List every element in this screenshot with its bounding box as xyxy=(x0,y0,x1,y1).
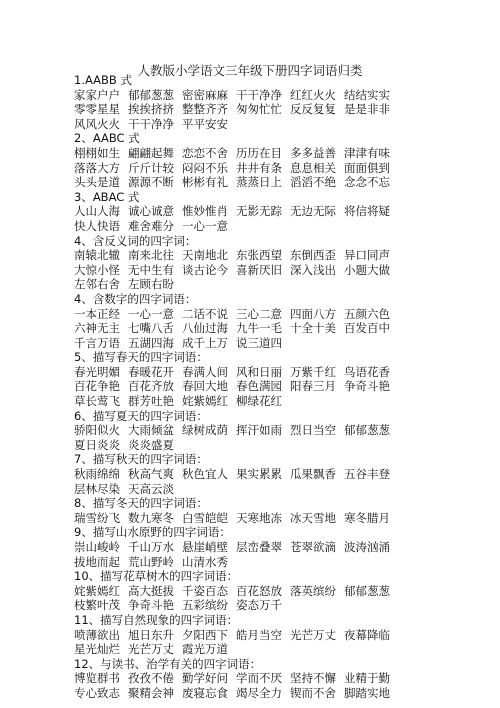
word-row xyxy=(74,277,494,292)
idiom: 星光灿烂 xyxy=(74,642,120,657)
idiom: 二话不说 xyxy=(182,306,228,321)
idiom: 山清水秀 xyxy=(182,554,228,569)
idiom: 一心一意 xyxy=(128,306,174,321)
word-row xyxy=(74,686,494,701)
idiom: 千姿百态 xyxy=(182,583,228,598)
word-row xyxy=(74,263,494,278)
idiom: 争奇斗艳 xyxy=(344,379,390,394)
idiom: 谈古论今 xyxy=(182,262,228,277)
idiom: 念念不忘 xyxy=(344,175,390,190)
idiom: 草长莺飞 xyxy=(74,394,120,409)
word-row xyxy=(74,423,494,438)
idiom: 枝繁叶茂 xyxy=(74,598,120,613)
idiom: 郁郁葱葱 xyxy=(344,583,390,598)
idiom: 脚踏实地 xyxy=(344,685,390,700)
word-row xyxy=(74,248,494,263)
idiom: 六神无主 xyxy=(74,321,120,336)
idiom: 荒山野岭 xyxy=(128,554,174,569)
idiom: 五谷丰登 xyxy=(344,467,390,482)
idiom: 大惊小怪 xyxy=(74,262,120,277)
idiom: 姹紫嫣红 xyxy=(182,394,228,409)
idiom: 匆匆忙忙 xyxy=(236,102,282,117)
idiom: 锲而不舍 xyxy=(290,685,336,700)
idiom: 柳绿花红 xyxy=(236,394,282,409)
idiom: 干干净净 xyxy=(236,87,282,102)
idiom: 层峦叠翠 xyxy=(236,540,282,554)
idiom: 五颜六色 xyxy=(344,306,390,321)
idiom: 说三道四 xyxy=(236,335,282,350)
idiom: 孜孜不倦 xyxy=(128,671,174,686)
section-heading: 1.AABB 式 xyxy=(74,73,132,87)
idiom: 春回大地 xyxy=(182,379,228,394)
idiom: 十全十美 xyxy=(290,321,336,336)
idiom: 惟妙惟肖 xyxy=(182,204,228,219)
idiom: 七嘴八舌 xyxy=(128,321,174,336)
idiom: 密密麻麻 xyxy=(182,87,228,102)
idiom: 南来北往 xyxy=(128,248,174,263)
idiom: 春暖花开 xyxy=(128,364,174,379)
word-row xyxy=(74,379,494,394)
section-heading: 3、ABAC 式 xyxy=(74,189,140,204)
section-heading: 4、含数字的四字词语： xyxy=(74,291,197,306)
idiom: 千山万水 xyxy=(128,540,174,554)
idiom: 人山人海 xyxy=(74,204,120,219)
idiom: 津津有味 xyxy=(344,145,390,160)
idiom: 废寝忘食 xyxy=(182,685,228,700)
idiom: 百花争艳 xyxy=(74,379,120,394)
idiom: 崇山峻岭 xyxy=(74,540,120,554)
idiom: 东张西望 xyxy=(236,248,282,263)
idiom: 恋恋不舍 xyxy=(182,145,228,160)
idiom: 头头是道 xyxy=(74,175,120,190)
idiom: 波涛汹涌 xyxy=(344,540,390,554)
idiom: 家家户户 xyxy=(74,87,120,102)
idiom: 白雪皑皑 xyxy=(182,510,228,525)
word-row xyxy=(74,321,494,336)
idiom: 是是非非 xyxy=(344,102,390,117)
idiom: 小题大做 xyxy=(344,262,390,277)
idiom: 郁郁葱葱 xyxy=(344,423,390,438)
idiom: 红红火火 xyxy=(290,87,336,102)
idiom: 秋高气爽 xyxy=(128,467,174,482)
section-heading: 9、描写山水原野的四字词语： xyxy=(74,525,231,540)
idiom: 天南地北 xyxy=(182,248,228,263)
word-row xyxy=(74,204,494,219)
word-row xyxy=(74,540,494,555)
word-row xyxy=(74,671,494,686)
idiom: 秋雨绵绵 xyxy=(74,467,120,482)
idiom: 将信将疑 xyxy=(344,204,390,219)
word-row xyxy=(74,467,494,482)
idiom: 落英缤纷 xyxy=(290,583,336,598)
idiom: 秋色宜人 xyxy=(182,467,228,482)
word-row xyxy=(74,584,494,599)
idiom: 果实累累 xyxy=(236,467,282,482)
section-heading: 4、含反义词的四字词： xyxy=(74,233,197,248)
idiom: 一本正经 xyxy=(74,306,120,321)
idiom: 坚持不懈 xyxy=(290,671,336,686)
section-heading: 11、描写自然现象的四字词语： xyxy=(74,612,239,627)
idiom: 百花怒放 xyxy=(236,583,282,598)
idiom: 瓜果飘香 xyxy=(290,467,336,482)
word-row xyxy=(74,161,494,176)
idiom: 历历在目 xyxy=(236,145,282,160)
idiom: 拔地而起 xyxy=(74,554,120,569)
idiom: 高大挺拔 xyxy=(128,583,174,598)
idiom: 平平安安 xyxy=(182,116,228,131)
idiom: 九牛一毛 xyxy=(236,321,282,336)
idiom: 闷闷不乐 xyxy=(182,160,228,175)
word-row xyxy=(74,628,494,643)
idiom: 瑞雪纷飞 xyxy=(74,510,120,525)
idiom: 源源不断 xyxy=(128,175,174,190)
idiom: 竭尽全力 xyxy=(236,685,282,700)
idiom: 天寒地冻 xyxy=(236,510,282,525)
idiom: 反反复复 xyxy=(290,102,336,117)
word-row xyxy=(74,555,494,570)
idiom: 面面俱到 xyxy=(344,160,390,175)
idiom: 群芳吐艳 xyxy=(128,394,174,409)
idiom: 争奇斗艳 xyxy=(128,598,174,613)
idiom: 夏日炎炎 xyxy=(74,437,120,452)
idiom: 喷薄欲出 xyxy=(74,627,120,642)
idiom: 八仙过海 xyxy=(182,321,228,336)
word-row xyxy=(74,598,494,613)
idiom: 霞光万道 xyxy=(182,642,228,657)
idiom: 冰天雪地 xyxy=(290,510,336,525)
idiom: 彬彬有礼 xyxy=(182,175,228,190)
word-row xyxy=(74,438,494,453)
idiom: 左顾右盼 xyxy=(128,277,174,292)
idiom: 悬崖峭壁 xyxy=(182,540,228,554)
idiom: 成千上万 xyxy=(182,335,228,350)
idiom: 息息相关 xyxy=(290,160,336,175)
idiom: 东倒西歪 xyxy=(290,248,336,263)
idiom: 鸟语花香 xyxy=(344,364,390,379)
idiom: 五湖四海 xyxy=(128,335,174,350)
idiom: 夕阳西下 xyxy=(182,627,228,642)
idiom: 大雨倾盆 xyxy=(128,423,174,438)
idiom: 绿树成荫 xyxy=(182,423,228,438)
word-row xyxy=(74,394,494,409)
idiom: 春光明媚 xyxy=(74,364,120,379)
idiom: 层林尽染 xyxy=(74,481,120,496)
idiom: 学而不厌 xyxy=(236,671,282,686)
word-row xyxy=(74,175,494,190)
idiom: 光芒万丈 xyxy=(290,627,336,642)
idiom: 滔滔不绝 xyxy=(290,175,336,190)
idiom: 五彩缤纷 xyxy=(182,598,228,613)
idiom: 左邻右舍 xyxy=(74,277,120,292)
idiom: 蒸蒸日上 xyxy=(236,175,282,190)
section-heading: 8、描写冬天的四字词语： xyxy=(74,496,208,511)
word-row xyxy=(74,219,494,234)
idiom: 快人快语 xyxy=(74,218,120,233)
idiom: 三心二意 xyxy=(236,306,282,321)
section-heading: 10、描写花草树木的四字词语： xyxy=(74,569,239,584)
section-heading: 2、AABC 式 xyxy=(74,131,140,146)
idiom: 四面八方 xyxy=(290,306,336,321)
idiom: 风和日丽 xyxy=(236,364,282,379)
idiom: 光芒万丈 xyxy=(128,642,174,657)
idiom: 栩栩如生 xyxy=(74,145,120,160)
idiom: 姿态万千 xyxy=(236,598,282,613)
idiom: 零零星星 xyxy=(74,102,120,117)
word-row xyxy=(74,336,494,351)
idiom: 勤学好问 xyxy=(182,671,228,686)
idiom: 南辕北辙 xyxy=(74,248,120,263)
idiom: 多多益善 xyxy=(290,145,336,160)
idiom: 翩翩起舞 xyxy=(128,145,174,160)
idiom: 结结实实 xyxy=(344,87,390,102)
idiom: 阳春三月 xyxy=(290,379,336,394)
idiom: 百发百中 xyxy=(344,321,390,336)
word-row xyxy=(74,307,494,322)
idiom: 旭日东升 xyxy=(128,627,174,642)
section-heading: 12、与读书、治学有关的四字词语： xyxy=(74,656,262,671)
idiom: 骄阳似火 xyxy=(74,423,120,438)
word-row xyxy=(74,482,494,497)
word-row xyxy=(74,88,494,103)
idiom: 井井有条 xyxy=(236,160,282,175)
word-row xyxy=(74,642,494,657)
idiom: 喜新厌旧 xyxy=(236,262,282,277)
idiom: 博览群书 xyxy=(74,671,120,686)
idiom: 姹紫嫣红 xyxy=(74,583,120,598)
idiom: 聚精会神 xyxy=(128,685,174,700)
idiom: 春色满园 xyxy=(236,379,282,394)
idiom: 苍翠欲滴 xyxy=(290,540,336,554)
idiom: 炎炎盛夏 xyxy=(128,437,174,452)
idiom: 无影无踪 xyxy=(236,204,282,219)
idiom: 无中生有 xyxy=(128,262,174,277)
word-row xyxy=(74,365,494,380)
section-heading: 5、描写春天的四字词语： xyxy=(74,350,208,365)
idiom: 寒冬腊月 xyxy=(344,510,390,525)
word-list xyxy=(74,73,494,701)
idiom: 一心一意 xyxy=(182,218,228,233)
idiom: 干干净净 xyxy=(128,116,174,131)
idiom: 夜幕降临 xyxy=(344,627,390,642)
idiom: 难舍难分 xyxy=(128,218,174,233)
idiom: 异口同声 xyxy=(344,248,390,263)
idiom: 业精于勤 xyxy=(344,671,390,686)
idiom: 专心致志 xyxy=(74,685,120,700)
word-row xyxy=(74,146,494,161)
idiom: 春满人间 xyxy=(182,364,228,379)
idiom: 数九寒冬 xyxy=(128,510,174,525)
word-row xyxy=(74,511,494,526)
document-title: 人教版小学语文三年级下册四字词语归类 xyxy=(137,63,363,78)
idiom: 万紫千红 xyxy=(290,364,336,379)
idiom: 烈日当空 xyxy=(290,423,336,438)
word-row xyxy=(74,102,494,117)
idiom: 千言万语 xyxy=(74,335,120,350)
idiom: 斤斤计较 xyxy=(128,160,174,175)
idiom: 整整齐齐 xyxy=(182,102,228,117)
idiom: 深入浅出 xyxy=(290,262,336,277)
idiom: 挥汗如雨 xyxy=(236,423,282,438)
idiom: 郁郁葱葱 xyxy=(128,87,174,102)
idiom: 诚心诚意 xyxy=(128,204,174,219)
idiom: 天高云淡 xyxy=(128,481,174,496)
section-heading: 6、描写夏天的四字词语： xyxy=(74,408,208,423)
idiom: 皓月当空 xyxy=(236,627,282,642)
idiom: 无边无际 xyxy=(290,204,336,219)
section-heading: 7、描写秋天的四字词语： xyxy=(74,452,208,467)
word-row xyxy=(74,117,494,132)
idiom: 百花齐放 xyxy=(128,379,174,394)
idiom: 挨挨挤挤 xyxy=(128,102,174,117)
idiom: 风风火火 xyxy=(74,116,120,131)
idiom: 落落大方 xyxy=(74,160,120,175)
